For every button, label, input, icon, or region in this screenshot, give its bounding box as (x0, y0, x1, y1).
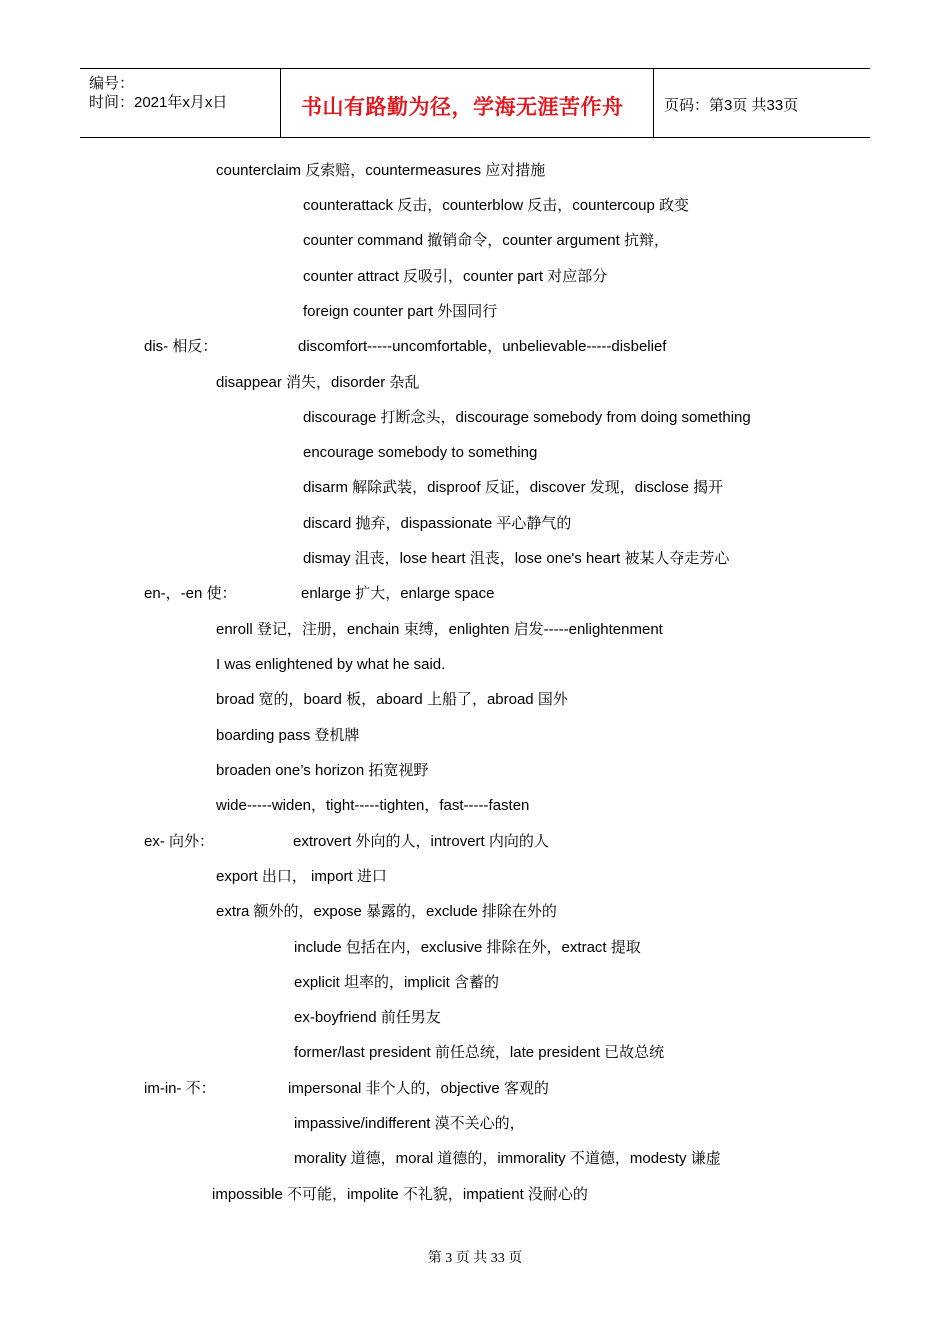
text-line: discard 抛弃，dispassionate 平心静气的 (303, 515, 572, 532)
text-line: counterattack 反击，counterblow 反击，countercoup 政变 (303, 197, 689, 214)
text-line: morality 道德，moral 道德的，immorality 不道德，modesty 谦虚 (294, 1150, 721, 1167)
text-line: discourage 打断念头，discourage somebody from doing something (303, 409, 751, 426)
header-motto-cell (281, 69, 654, 137)
text-line: foreign counter part 外国同行 (303, 303, 498, 320)
page-footer: 第 3 页 共 33 页 (427, 1251, 523, 1266)
prefix-row-ex (144, 832, 844, 852)
text-line: extrovert 外向的人，introvert 内向的人 (293, 833, 549, 850)
text-line: extra 额外的，expose 暴露的，exclude 排除在外的 (216, 903, 557, 920)
text-line: include 包括在内，exclusive 排除在外，extract 提取 (294, 939, 641, 956)
text-line: former/last president 前任总统，late president 已故总统 (294, 1044, 665, 1061)
text-line: enlarge 扩大，enlarge space (301, 585, 495, 602)
page-header (80, 68, 870, 138)
header-page-info: 页码：第3页 共33页 (664, 97, 799, 114)
prefix-label: en-，-en 使： (144, 585, 237, 602)
text-line: discomfort-----uncomfortable，unbelievable-----disbelief (298, 338, 667, 355)
text-line: impersonal 非个人的，objective 客观的 (288, 1080, 549, 1097)
text-line: counter attract 反吸引，counter part 对应部分 (303, 268, 608, 285)
text-line: ex-boyfriend 前任男友 (294, 1009, 441, 1026)
text-line: counterclaim 反索赔，countermeasures 应对措施 (216, 162, 546, 179)
text-line: impossible 不可能，impolite 不礼貌，impatient 没耐心的 (212, 1186, 588, 1203)
text-line: enroll 登记，注册，enchain 束缚，enlighten 启发-----enlightenment (216, 621, 663, 638)
prefix-label: dis- 相反： (144, 338, 218, 355)
prefix-label: im-in- 不： (144, 1080, 216, 1097)
text-line: explicit 坦率的，implicit 含蓄的 (294, 974, 500, 991)
header-meta-cell (80, 69, 281, 137)
text-line: broad 宽的，board 板，aboard 上船了，abroad 国外 (216, 691, 568, 708)
prefix-row-im-in (144, 1079, 844, 1099)
text-line: impassive/indifferent 漠不关心的， (294, 1115, 525, 1132)
header-motto: 书山有路勤为径，学海无涯苦作舟 (301, 96, 624, 119)
text-line: encourage somebody to something (303, 444, 538, 461)
text-line: wide-----widen，tight-----tighten，fast-----fasten (216, 797, 530, 814)
document-date-label: 时间：2021年x月x日 (89, 94, 228, 111)
header-page-cell (654, 69, 870, 137)
prefix-label: ex- 向外： (144, 833, 215, 850)
text-line: dismay 沮丧，lose heart 沮丧，lose one's heart 被某人夺走芳心 (303, 550, 730, 567)
prefix-row-dis (144, 337, 844, 357)
document-number-label: 编号： (89, 75, 135, 92)
text-line: counter command 撤销命令，counter argument 抗辩， (303, 232, 669, 249)
text-line: export 出口， import 进口 (216, 868, 387, 885)
text-line: broaden one’s horizon 拓宽视野 (216, 762, 429, 779)
text-line: boarding pass 登机牌 (216, 727, 360, 744)
prefix-row-en (144, 584, 844, 604)
text-line: I was enlightened by what he said. (216, 656, 446, 673)
text-line: disarm 解除武装，disproof 反证，discover 发现，disclose 揭开 (303, 479, 724, 496)
text-line: disappear 消失，disorder 杂乱 (216, 374, 420, 391)
